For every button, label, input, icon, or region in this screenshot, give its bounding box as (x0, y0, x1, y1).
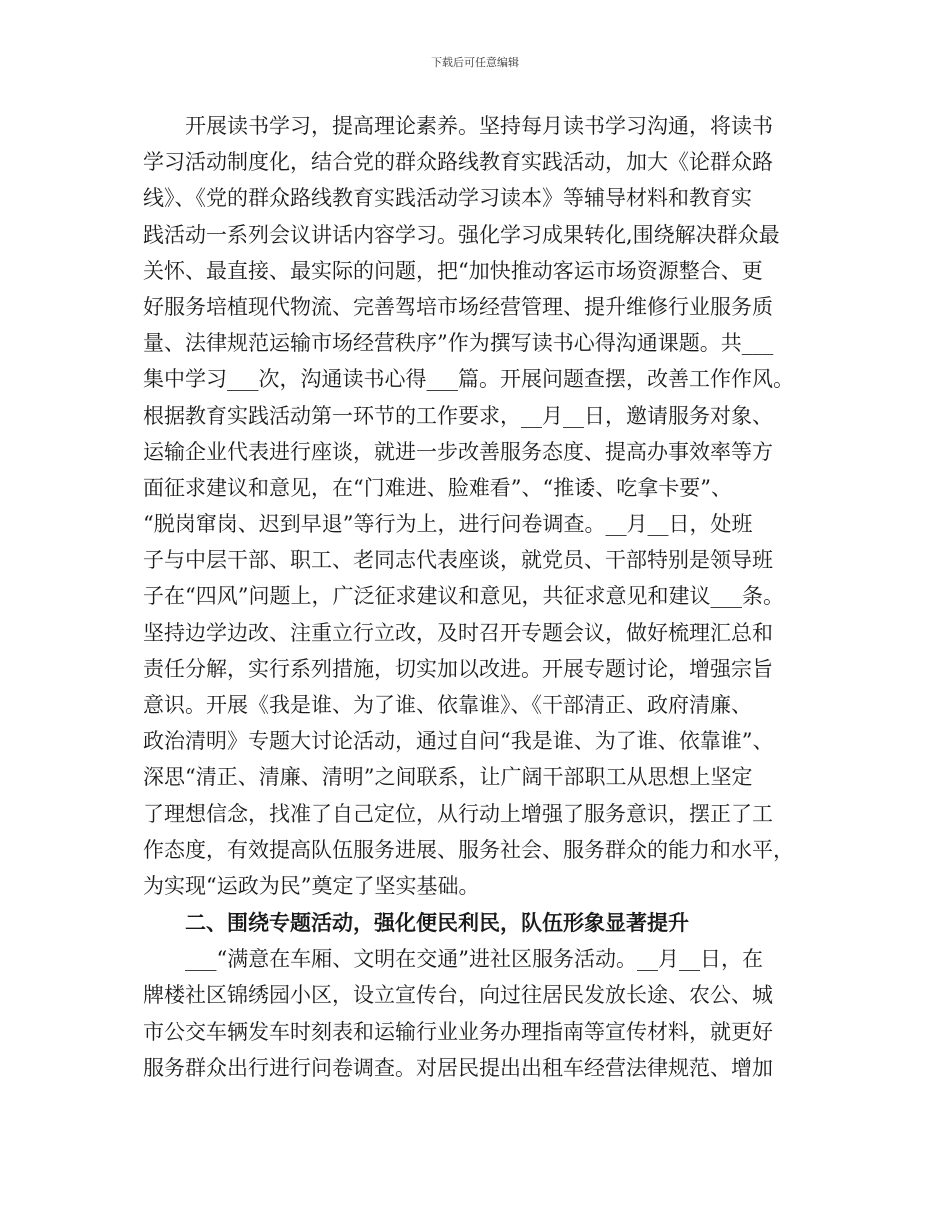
text-line: 市公交车辆发车时刻表和运输行业业务办理指南等宣传材料，就更好 (143, 1019, 773, 1044)
text-line: “脱岗窜岗、迟到早退”等行为上，进行问卷调查。__月__日，处班 (143, 512, 753, 537)
section-heading: 二、围绕专题活动，强化便民利民，队伍形象显著提升 (185, 910, 689, 936)
text-line: 学习活动制度化，结合党的群众路线教育实践活动，加大《论群众路 (143, 150, 773, 175)
paragraph-2 (143, 941, 815, 1086)
text-line: 线》、《党的群众路线教育实践活动学习读本》等辅导材料和教育实 (143, 186, 752, 211)
text-line: 深思“清正、清廉、清明”之间联系，让广阔干部职工从思想上坚定 (143, 765, 753, 790)
text-line: 好服务培植现代物流、完善驾培市场经营管理、提升维修行业服务质 (143, 294, 773, 319)
text-line: 践活动一系列会议讲话内容学习。强化学习成果转化,围绕解决群众最 (143, 222, 780, 247)
text-line: ___“满意在车厢、文明在交通”进社区服务活动。__月__日，在 (185, 947, 763, 972)
text-line: 量、法律规范运输市场经营秩序”作为撰写读书心得沟通课题。共___ (143, 331, 774, 356)
text-line: 责任分解，实行系列措施，切实加以改进。开展专题讨论，增强宗旨 (143, 656, 773, 681)
text-line: 子在“四风”问题上，广泛征求建议和意见，共征求意见和建议___条。 (143, 584, 784, 609)
paragraph-1 (143, 108, 815, 904)
text-line: 服务群众出行进行问卷调查。对居民提出出租车经营法律规范、增加 (143, 1055, 773, 1080)
document-body (143, 108, 815, 1086)
text-line: 根据教育实践活动第一环节的工作要求，__月__日，邀请服务对象、 (143, 403, 773, 428)
text-line: 集中学习___次，沟通读书心得___篇。开展问题查摆，改善工作作风。 (143, 367, 794, 392)
text-line: 关怀、最直接、最实际的问题，把“加快推动客运市场资源整合、更 (143, 258, 763, 283)
text-line: 为实现“运政为民”奠定了坚实基础。 (143, 873, 480, 898)
text-line: 运输企业代表进行座谈，就进一步改善服务态度、提高办事效率等方 (143, 439, 773, 464)
text-line: 面征求建议和意见，在“门难进、脸难看”、“推诿、吃拿卡要”、 (143, 475, 732, 500)
text-line: 政治清明》专题大讨论活动，通过自问“我是谁、为了谁、依靠谁”、 (143, 729, 774, 754)
text-line: 子与中层干部、职工、老同志代表座谈，就党员、干部特别是领导班 (143, 548, 773, 573)
text-line: 开展读书学习，提高理论素养。坚持每月读书学习沟通，将读书 (185, 114, 773, 138)
text-line: 牌楼社区锦绣园小区，设立宣传台，向过往居民发放长途、农公、城 (143, 983, 773, 1008)
text-line: 意识。开展《我是谁、为了谁、依靠谁》、《干部清正、政府清廉、 (143, 693, 752, 717)
text-line: 了理想信念，找准了自己定位，从行动上增强了服务意识，摆正了工 (143, 801, 773, 826)
page-header: 下载后可任意编辑 (431, 56, 519, 69)
text-line: 作态度，有效提高队伍服务进展、服务社会、服务群众的能力和水平， (143, 837, 794, 862)
text-line: 坚持边学边改、注重立行立改，及时召开专题会议，做好梳理汇总和 (143, 620, 773, 645)
